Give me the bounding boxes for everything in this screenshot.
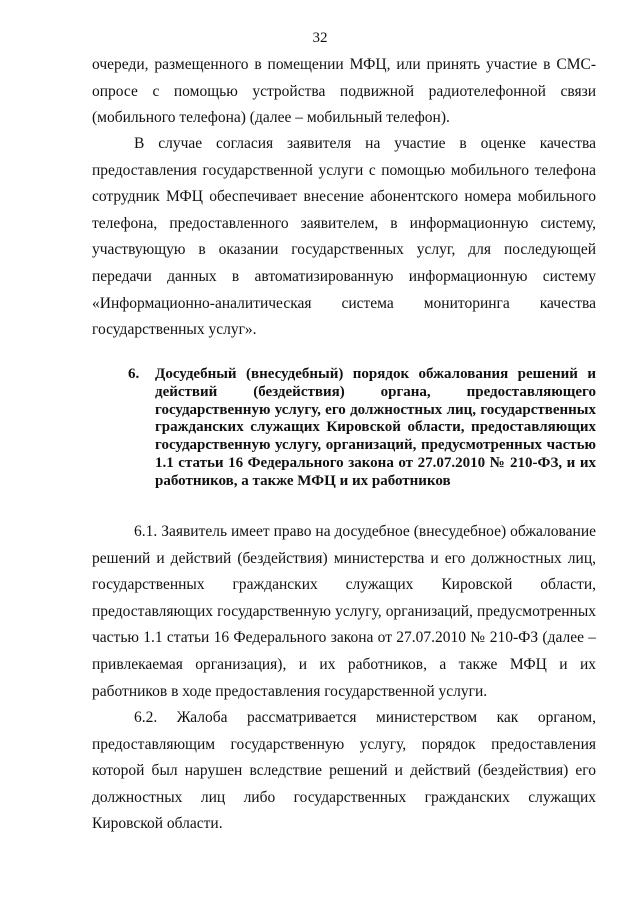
- section-number: 6.: [128, 366, 140, 382]
- section-heading: [128, 366, 596, 491]
- page-number: 32: [312, 30, 328, 46]
- paragraph-sms-survey: В случае согласия заявителя на участие в оценке качества предоставления государственной услуги с помощью мобильного телефона сотрудник МФЦ обеспечивает внесение абонентского номера мобильного телефона, предоставленного заявителем, в информационную систему, участвующую в оказании государственных услуг, для последующей передачи данных в автоматизированную информационную систему «Информационно-аналитическая система мониторинга качества государственных услуг».: [92, 135, 596, 339]
- section-title: Досудебный (внесудебный) порядок обжалования решений и действий (бездействия) органа, предоставляющего государственную услугу, его должностных лиц, государственных гражданских служащих Кировской области, предоставляющих государственную услугу, организаций, предусмотренных частью 1.1 статьи 16 Федерального закона от 27.07.2010 № 210-ФЗ, и их работников, а также МФЦ и их работников: [155, 366, 596, 489]
- paragraph-continuation: очереди, размещенного в помещении МФЦ, или принять участие в СМС-опросе с помощью устройства подвижной радиотелефонной связи (мобильного телефона) (далее – мобильный телефон).: [92, 56, 596, 127]
- clause-6-2: 6.2. Жалоба рассматривается министерством как органом, предоставляющим государственную услугу, порядок предоставления которой был нарушен вследствие решений и действий (бездействия) его должностных лиц либо государственных гражданских служащих Кировской области.: [92, 709, 596, 833]
- clause-6-1: 6.1. Заявитель имеет право на досудебное (внесудебное) обжалование решений и действий (бездействия) министерства и его должностных лиц, государственных гражданских служащих Кировской области, предоставляющих государственную услугу, организаций, предусмотренных частью 1.1 статьи 16 Федерального закона от 27.07.2010 № 210-ФЗ (далее – привлекаемая организация), и их работников, а также МФЦ и их работников в ходе предоставления государственной услуги.: [92, 523, 596, 700]
